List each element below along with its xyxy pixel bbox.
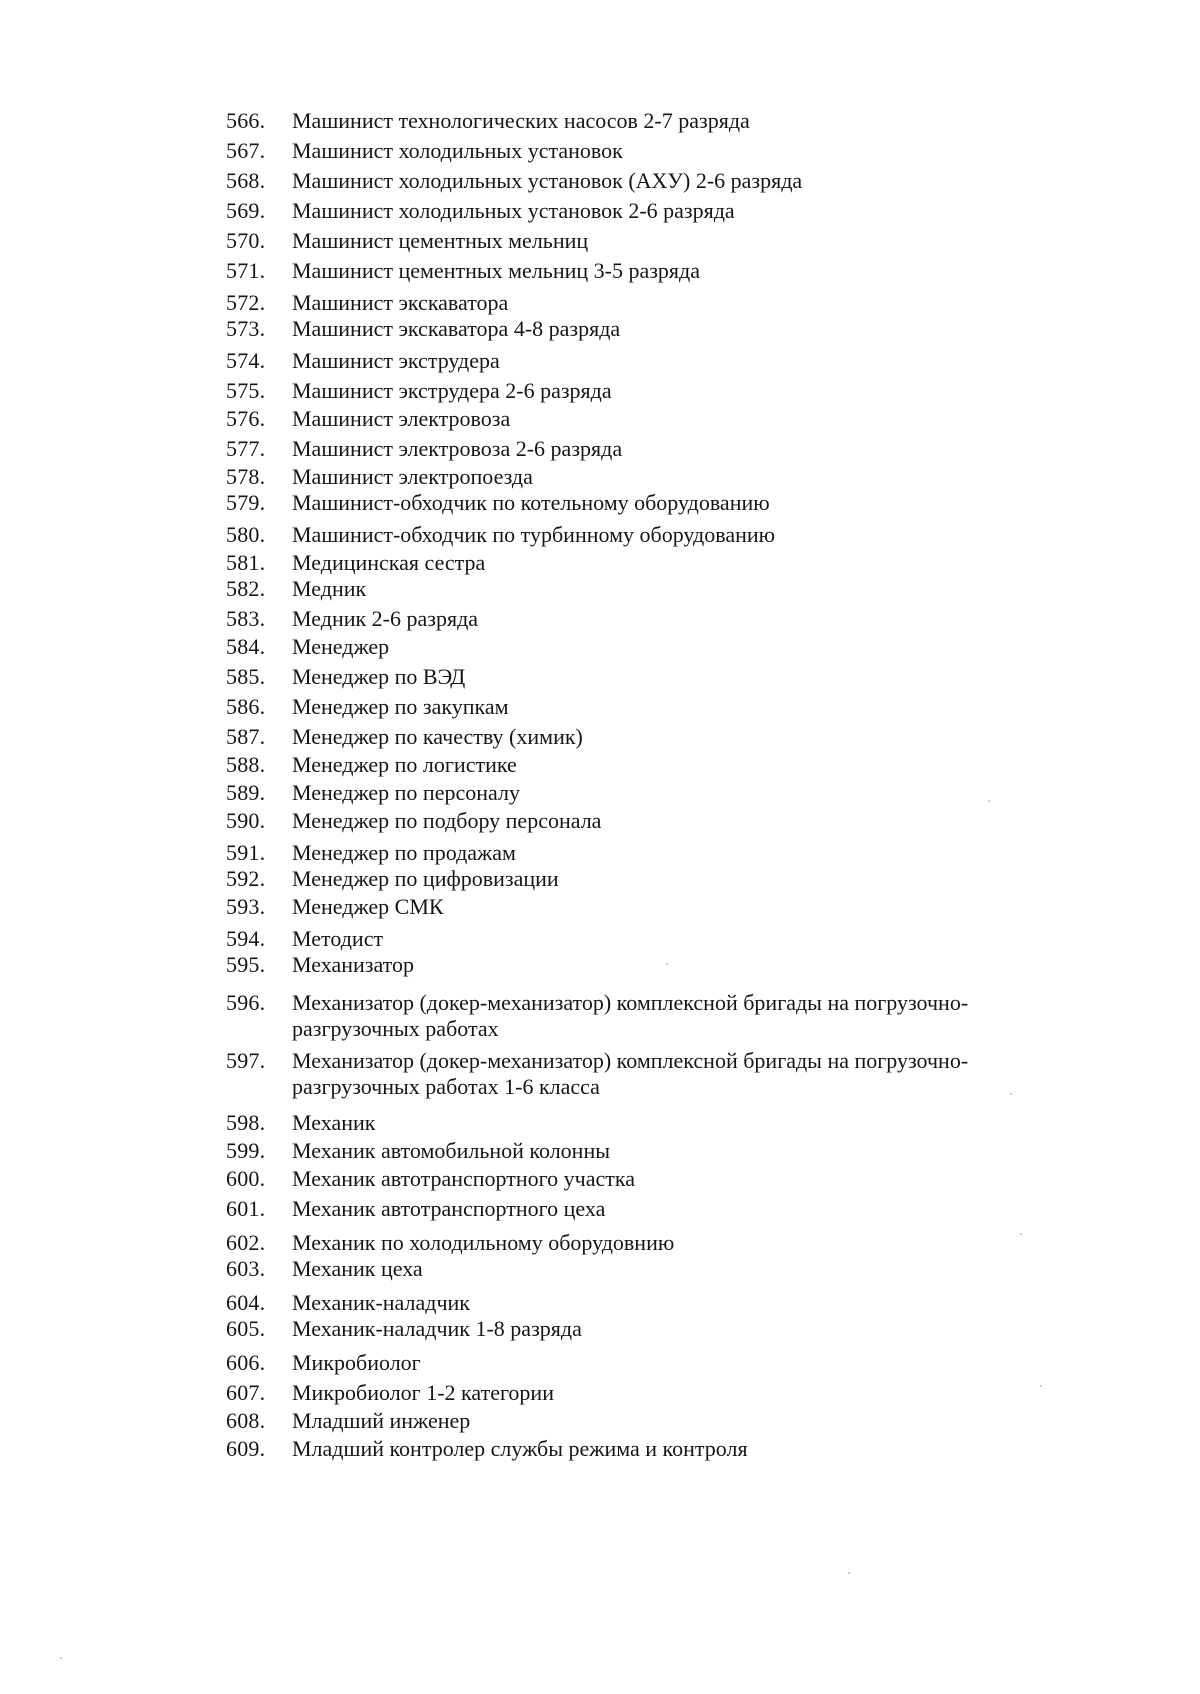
list-item: [226, 228, 1126, 254]
item-title: Менеджер по логистике: [292, 752, 517, 777]
list-item: [226, 1380, 1126, 1406]
list-item: [226, 576, 1126, 602]
item-number: 579.: [226, 490, 266, 515]
item-number: 566.: [226, 108, 266, 133]
item-number: 587.: [226, 724, 266, 749]
scan-speck: [848, 1572, 850, 1574]
list-item: [226, 840, 1126, 866]
scan-speck: [1020, 1233, 1022, 1235]
list-item: [226, 664, 1126, 690]
list-item: [226, 1436, 1126, 1462]
list-item: [226, 1138, 1126, 1164]
item-number: 575.: [226, 378, 266, 403]
item-number: 572.: [226, 290, 266, 315]
item-title: Механик автотранспортного цеха: [292, 1196, 606, 1221]
list-item: [226, 990, 1126, 1042]
list-item: [226, 1196, 1126, 1222]
item-title: Методист: [292, 926, 384, 951]
item-number: 591.: [226, 840, 266, 865]
item-title: Менеджер по продажам: [292, 840, 516, 865]
list-item: [226, 780, 1126, 806]
item-number: 584.: [226, 634, 266, 659]
item-number: 608.: [226, 1408, 266, 1433]
item-title: Менеджер по качеству (химик): [292, 724, 583, 749]
item-number: 569.: [226, 198, 266, 223]
item-title: Машинист холодильных установок 2-6 разряда: [292, 198, 735, 223]
item-number: 602.: [226, 1230, 266, 1255]
item-number: 568.: [226, 168, 266, 193]
item-number: 586.: [226, 694, 266, 719]
item-number: 585.: [226, 664, 266, 689]
item-title: Механизатор (докер-механизатор) комплексной бригады на погрузочно- разгрузочных работах 1-6 класса: [292, 1048, 969, 1099]
item-title: Механик цеха: [292, 1256, 423, 1281]
list-item: [226, 894, 1126, 920]
item-title: Менеджер по подбору персонала: [292, 808, 602, 833]
item-number: 581.: [226, 550, 266, 575]
list-item: [226, 138, 1126, 164]
item-number: 577.: [226, 436, 266, 461]
item-number: 582.: [226, 576, 266, 601]
item-number: 576.: [226, 406, 266, 431]
item-title: Менеджер по ВЭД: [292, 664, 466, 689]
item-title: Механизатор: [292, 952, 414, 977]
item-number: 570.: [226, 228, 266, 253]
item-title: Механик автотранспортного участка: [292, 1166, 635, 1191]
scan-speck: [988, 800, 990, 802]
item-title: Медицинская сестра: [292, 550, 486, 575]
list-item: [226, 168, 1126, 194]
item-number: 593.: [226, 894, 266, 919]
item-title: Механик-наладчик 1-8 разряда: [292, 1316, 582, 1341]
scan-speck: [1040, 1385, 1042, 1387]
list-item: [226, 378, 1126, 404]
item-title: Машинист технологических насосов 2-7 разряда: [292, 108, 750, 133]
list-item: [226, 290, 1126, 316]
list-item: [226, 348, 1126, 374]
item-number: 595.: [226, 952, 266, 977]
list-item: [226, 1048, 1126, 1100]
list-item: [226, 634, 1126, 660]
item-number: 592.: [226, 866, 266, 891]
list-item: [226, 406, 1126, 432]
item-number: 609.: [226, 1436, 266, 1461]
list-item: [226, 1256, 1126, 1282]
list-item: [226, 866, 1126, 892]
list-item: [226, 258, 1126, 284]
item-title: Микробиолог: [292, 1350, 421, 1375]
item-title: Менеджер по персоналу: [292, 780, 520, 805]
item-number: 604.: [226, 1290, 266, 1315]
list-item: [226, 490, 1126, 516]
item-title: Механик-наладчик: [292, 1290, 470, 1315]
item-number: 606.: [226, 1350, 266, 1375]
item-number: 594.: [226, 926, 266, 951]
list-item: [226, 694, 1126, 720]
item-number: 589.: [226, 780, 266, 805]
item-number: 605.: [226, 1316, 266, 1341]
item-title: Менеджер по закупкам: [292, 694, 509, 719]
list-item: [226, 752, 1126, 778]
list-item: [226, 724, 1126, 750]
list-item: [226, 1110, 1126, 1136]
list-item: [226, 522, 1126, 548]
job-title-list: [226, 108, 1126, 1462]
list-item: [226, 926, 1126, 952]
list-item: [226, 1408, 1126, 1434]
item-title: Машинист-обходчик по турбинному оборудованию: [292, 522, 776, 547]
list-item: [226, 1290, 1126, 1316]
item-title: Менеджер по цифровизации: [292, 866, 559, 891]
scan-speck: [1010, 1093, 1012, 1095]
item-title: Медник 2-6 разряда: [292, 606, 479, 631]
item-number: 597.: [226, 1048, 266, 1073]
item-title: Механик автомобильной колонны: [292, 1138, 611, 1163]
list-item: [226, 198, 1126, 224]
list-item: [226, 808, 1126, 834]
list-item: [226, 606, 1126, 632]
item-title: Машинист электровоза 2-6 разряда: [292, 436, 623, 461]
list-item: [226, 316, 1126, 342]
list-item: [226, 1316, 1126, 1342]
item-number: 601.: [226, 1196, 266, 1221]
item-title: Механик по холодильному оборудовнию: [292, 1230, 675, 1255]
list-item: [226, 1230, 1126, 1256]
item-number: 590.: [226, 808, 266, 833]
list-item: [226, 952, 1126, 978]
item-title: Механик: [292, 1110, 376, 1135]
item-title: Медник: [292, 576, 367, 601]
item-number: 583.: [226, 606, 266, 631]
item-number: 573.: [226, 316, 266, 341]
item-title: Машинист-обходчик по котельному оборудованию: [292, 490, 770, 515]
item-title: Машинист холодильных установок: [292, 138, 623, 163]
item-title: Машинист экскаватора 4-8 разряда: [292, 316, 621, 341]
item-number: 567.: [226, 138, 266, 163]
item-number: 578.: [226, 464, 266, 489]
list-item: [226, 1350, 1126, 1376]
item-number: 599.: [226, 1138, 266, 1163]
item-title: Менеджер СМК: [292, 894, 444, 919]
item-title: Машинист холодильных установок (АХУ) 2-6 разряда: [292, 168, 803, 193]
item-number: 571.: [226, 258, 266, 283]
item-number: 603.: [226, 1256, 266, 1281]
item-number: 600.: [226, 1166, 266, 1191]
item-title: Машинист электровоза: [292, 406, 511, 431]
item-number: 588.: [226, 752, 266, 777]
scan-speck: [666, 963, 668, 965]
item-title: Механизатор (докер-механизатор) комплексной бригады на погрузочно- разгрузочных работах: [292, 990, 969, 1041]
item-title: Младший инженер: [292, 1408, 471, 1433]
item-title: Машинист цементных мельниц: [292, 228, 589, 253]
item-title: Машинист электропоезда: [292, 464, 533, 489]
item-title: Машинист экструдера 2-6 разряда: [292, 378, 612, 403]
item-number: 596.: [226, 990, 266, 1015]
list-item: [226, 550, 1126, 576]
item-title: Младший контролер службы режима и контроля: [292, 1436, 748, 1461]
item-number: 574.: [226, 348, 266, 373]
item-number: 580.: [226, 522, 266, 547]
list-item: [226, 108, 1126, 134]
item-title: Машинист экскаватора: [292, 290, 509, 315]
list-item: [226, 1166, 1126, 1192]
item-number: 598.: [226, 1110, 266, 1135]
list-item: [226, 436, 1126, 462]
item-title: Машинист цементных мельниц 3-5 разряда: [292, 258, 701, 283]
item-number: 607.: [226, 1380, 266, 1405]
list-item: [226, 464, 1126, 490]
item-title: Микробиолог 1-2 категории: [292, 1380, 554, 1405]
item-title: Машинист экструдера: [292, 348, 500, 373]
item-title: Менеджер: [292, 634, 390, 659]
scan-speck: [60, 1657, 62, 1659]
